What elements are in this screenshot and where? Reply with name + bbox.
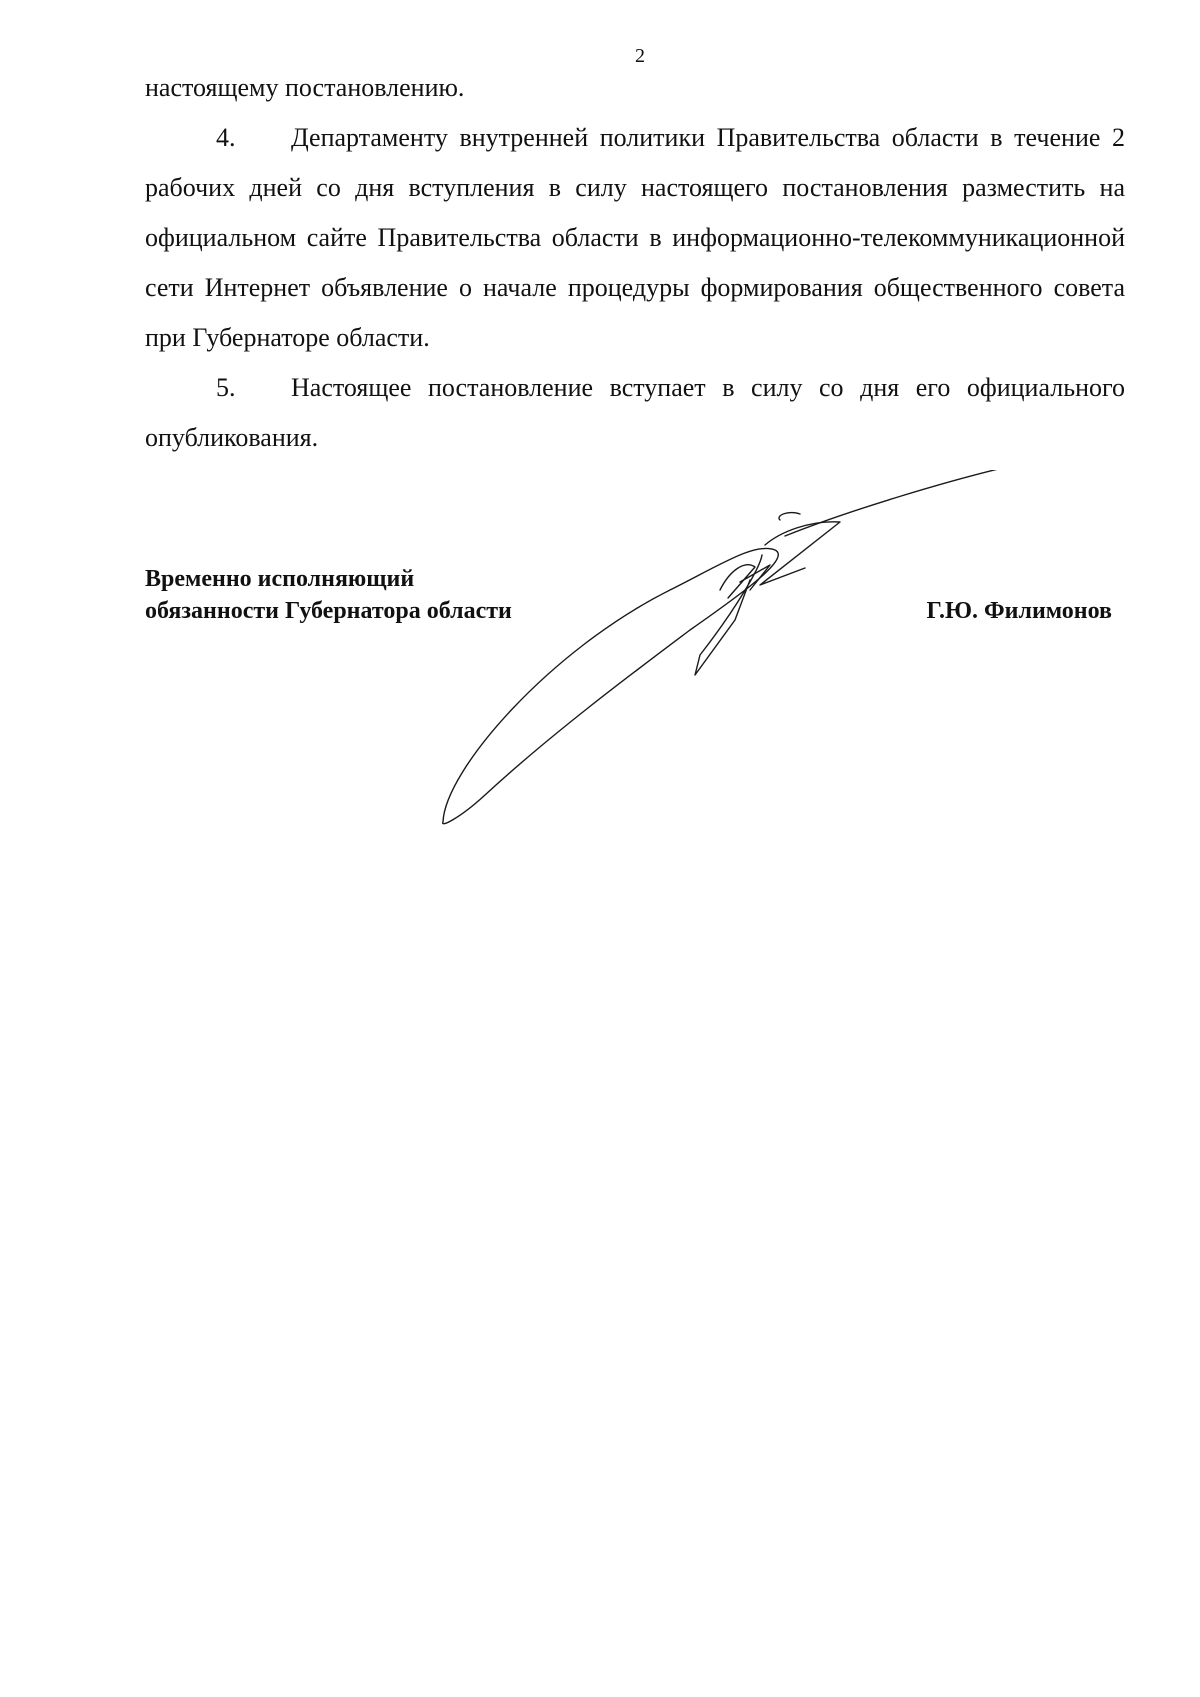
- document-body: [145, 63, 1125, 463]
- paragraph-4: [145, 113, 1125, 363]
- handwritten-signature: [430, 470, 1020, 830]
- paragraph-number: 5.: [216, 373, 236, 402]
- paragraph-text: Департаменту внутренней политики Правительства области в течение 2 рабочих дней со дня вступления в силу настоящего постановления разместить на официальном сайте Правительства области в информационно-телекоммуникационной сети Интернет объявление о начале процедуры формирования общественного совета при Губернаторе области.: [145, 123, 1125, 352]
- paragraph-5: [145, 363, 1125, 463]
- continuation-line: настоящему постановлению.: [145, 73, 465, 102]
- position-title-line-2: обязанности Губернатора области: [145, 598, 512, 624]
- page-number: 2: [635, 45, 645, 67]
- paragraph-text: Настоящее постановление вступает в силу со дня его официального опубликования.: [145, 373, 1125, 452]
- signer-name: Г.Ю. Филимонов: [926, 598, 1112, 624]
- position-title-line-1: Временно исполняющий: [145, 566, 415, 592]
- paragraph-number: 4.: [216, 123, 236, 152]
